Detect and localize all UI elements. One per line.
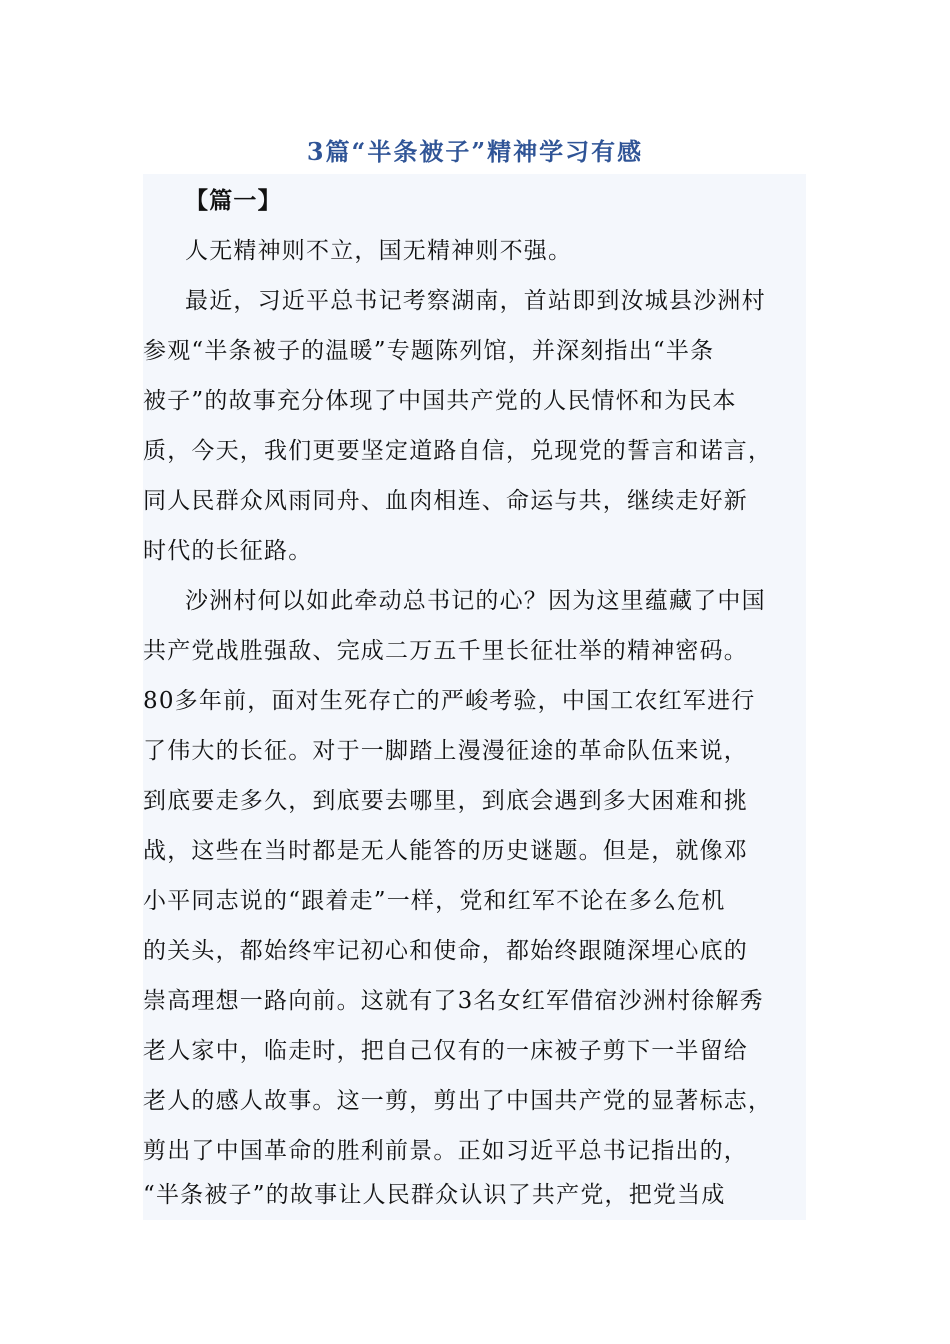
paragraph-line: 沙洲村何以如此牵动总书记的心？因为这里蕴藏了中国 — [185, 588, 766, 614]
paragraph-line: 人无精神则不立，国无精神则不强。 — [185, 238, 573, 264]
paragraph-line: 老人家中，临走时，把自己仅有的一床被子剪下一半留给 — [143, 1038, 748, 1064]
document-title: 3篇“半条被子”精神学习有感 — [306, 137, 644, 166]
paragraph-line: 同人民群众风雨同舟、血肉相连、命运与共，继续走好新 — [143, 488, 748, 514]
section-heading: 【篇一】 — [185, 187, 282, 214]
paragraph-line: 时代的长征路。 — [143, 538, 313, 564]
paragraph-line: “半条被子”的故事让人民群众认识了共产党，把党当成 — [143, 1182, 726, 1208]
paragraph-line: 80多年前，面对生死存亡的严峻考验，中国工农红军进行 — [143, 688, 756, 714]
paragraph-line: 共产党战胜强敌、完成二万五千里长征壮举的精神密码。 — [143, 638, 748, 664]
paragraph-line: 最近，习近平总书记考察湖南，首站即到汝城县沙洲村 — [185, 288, 766, 314]
paragraph-line: 崇高理想一路向前。这就有了3名女红军借宿沙洲村徐解秀 — [143, 988, 764, 1014]
paragraph-line: 质，今天，我们更要坚定道路自信，兑现党的誓言和诺言， — [143, 438, 773, 464]
paragraph-line: 被子”的故事充分体现了中国共产党的人民情怀和为民本 — [143, 388, 737, 414]
paragraph-line: 战，这些在当时都是无人能答的历史谜题。但是，就像邓 — [143, 838, 748, 864]
document-body — [143, 174, 806, 1220]
paragraph-line: 小平同志说的“跟着走”一样，党和红军不论在多么危机 — [143, 888, 726, 914]
paragraph-line: 老人的感人故事。这一剪，剪出了中国共产党的显著标志， — [143, 1088, 773, 1114]
paragraph-line: 的关头，都始终牢记初心和使命，都始终跟随深埋心底的 — [143, 938, 748, 964]
paragraph-line: 到底要走多久，到底要去哪里，到底会遇到多大困难和挑 — [143, 788, 748, 814]
paragraph-line: 参观“半条被子的温暖”专题陈列馆，并深刻指出“半条 — [143, 338, 715, 364]
paragraph-line: 了伟大的长征。对于一脚踏上漫漫征途的革命队伍来说， — [143, 738, 748, 764]
paragraph-line: 剪出了中国革命的胜利前景。正如习近平总书记指出的， — [143, 1138, 748, 1164]
